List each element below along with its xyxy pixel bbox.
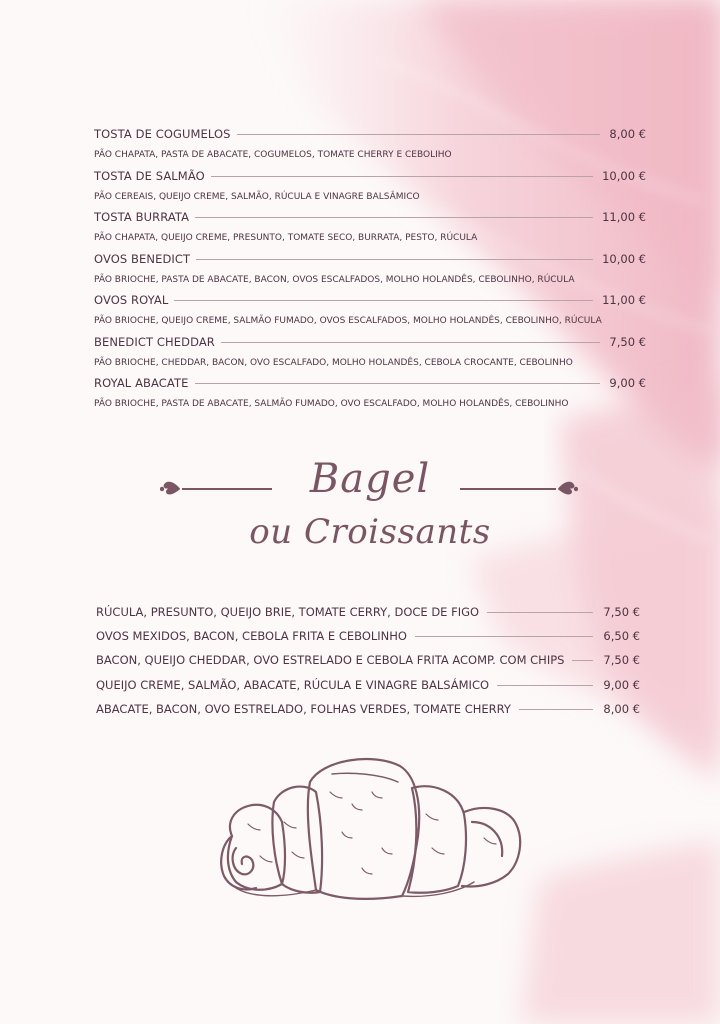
bagel-item-row — [96, 629, 640, 653]
bagel-item-row — [96, 605, 640, 629]
bagel-item-price: 8,00 € — [603, 701, 640, 716]
dotted-leader — [195, 383, 601, 384]
section-title-line2: ou Croissants — [249, 512, 491, 552]
menu-item-row — [94, 335, 646, 355]
section-title-line1: Bagel — [309, 456, 431, 502]
menu-item-price: 7,50 € — [609, 334, 646, 349]
bagel-item-row — [96, 653, 640, 677]
menu-item-name: TOSTA DE COGUMELOS — [94, 127, 231, 141]
dotted-leader — [497, 685, 593, 686]
dotted-leader — [415, 636, 593, 637]
menu-item-row — [94, 252, 646, 272]
menu-item-name: TOSTA DE SALMÃO — [94, 168, 205, 183]
bagel-item-price: 9,00 € — [603, 677, 640, 692]
bagel-item-name: OVOS MEXIDOS, BACON, CEBOLA FRITA E CEBOLINHO — [96, 629, 407, 644]
menu-item-price: 10,00 € — [602, 168, 646, 183]
bagel-item-name: BACON, QUEIJO CHEDDAR, OVO ESTRELADO E CEBOLA FRITA ACOMP. COM CHIPS — [96, 653, 565, 668]
menu-item-name: TOSTA BURRATA — [94, 210, 190, 224]
croissant-illustration-icon — [212, 752, 524, 904]
dotted-leader — [572, 660, 593, 661]
bagel-item-price: 7,50 € — [603, 653, 640, 668]
bagel-croissant-heading — [160, 452, 580, 582]
menu-item-name: BENEDICT CHEDDAR — [94, 334, 215, 349]
menu-item-price: 11,00 € — [602, 293, 646, 307]
bagel-item-row — [96, 702, 640, 726]
menu-item-description: PÃO BRIOCHE, PASTA DE ABACATE, BACON, OVOS ESCALFADOS, MOLHO HOLANDÊS, CEBOLINHO, RÚCULA — [94, 274, 575, 285]
menu-item-description: PÃO CEREAIS, QUEIJO CREME, SALMÃO, RÚCULA E VINAGRE BALSÂMICO — [94, 191, 420, 202]
dotted-leader — [519, 709, 593, 710]
menu-item-description: PÃO BRIOCHE, QUEIJO CREME, SALMÃO FUMADO, OVOS ESCALFADOS, MOLHO HOLANDÊS, CEBOLINHO, RÚCULA — [94, 316, 602, 326]
dotted-leader — [237, 134, 601, 135]
menu-item-row — [94, 169, 646, 189]
menu-item-name: ROYAL ABACATE — [94, 376, 189, 390]
bagel-item-price: 6,50 € — [603, 629, 640, 644]
menu-item-price: 8,00 € — [609, 127, 646, 141]
dotted-leader — [196, 259, 593, 260]
toasts-eggs-menu — [94, 127, 646, 418]
dotted-leader — [211, 176, 593, 177]
menu-item-description: PÃO CHAPATA, PASTA DE ABACATE, COGUMELOS, TOMATE CHERRY E CEBOLIHO — [94, 150, 452, 160]
dotted-leader — [221, 342, 601, 343]
menu-item-name: OVOS ROYAL — [94, 293, 169, 307]
menu-item-price: 11,00 € — [602, 210, 646, 224]
menu-item-price: 9,00 € — [609, 376, 646, 390]
menu-item-row — [94, 210, 646, 230]
bagel-croissant-menu — [96, 605, 640, 726]
dotted-leader — [195, 217, 593, 218]
bagel-item-row — [96, 678, 640, 702]
dotted-leader — [487, 612, 593, 613]
dotted-leader — [174, 300, 593, 301]
menu-item-description: PÃO BRIOCHE, CHEDDAR, BACON, OVO ESCALFADO, MOLHO HOLANDÊS, CEBOLA CROCANTE, CEBOLINHO — [94, 357, 573, 368]
menu-item-name: OVOS BENEDICT — [94, 251, 191, 266]
menu-item-row — [94, 376, 646, 396]
bagel-item-price: 7,50 € — [603, 605, 640, 619]
menu-item-price: 10,00 € — [602, 251, 646, 266]
menu-item-description: PÃO BRIOCHE, PASTA DE ABACATE, SALMÃO FUMADO, OVO ESCALFADO, MOLHO HOLANDÊS, CEBOLINHO — [94, 399, 569, 409]
bagel-item-name: QUEIJO CREME, SALMÃO, ABACATE, RÚCULA E VINAGRE BALSÁMICO — [96, 677, 490, 692]
menu-item-description: PÃO CHAPATA, QUEIJO CREME, PRESUNTO, TOMATE SECO, BURRATA, PESTO, RÚCULA — [94, 233, 478, 243]
menu-item-row — [94, 127, 646, 147]
menu-item-row — [94, 293, 646, 313]
bagel-item-name: RÚCULA, PRESUNTO, QUEIJO BRIE, TOMATE CERRY, DOCE DE FIGO — [96, 605, 480, 619]
bagel-item-name: ABACATE, BACON, OVO ESTRELADO, FOLHAS VERDES, TOMATE CHERRY — [96, 701, 511, 716]
